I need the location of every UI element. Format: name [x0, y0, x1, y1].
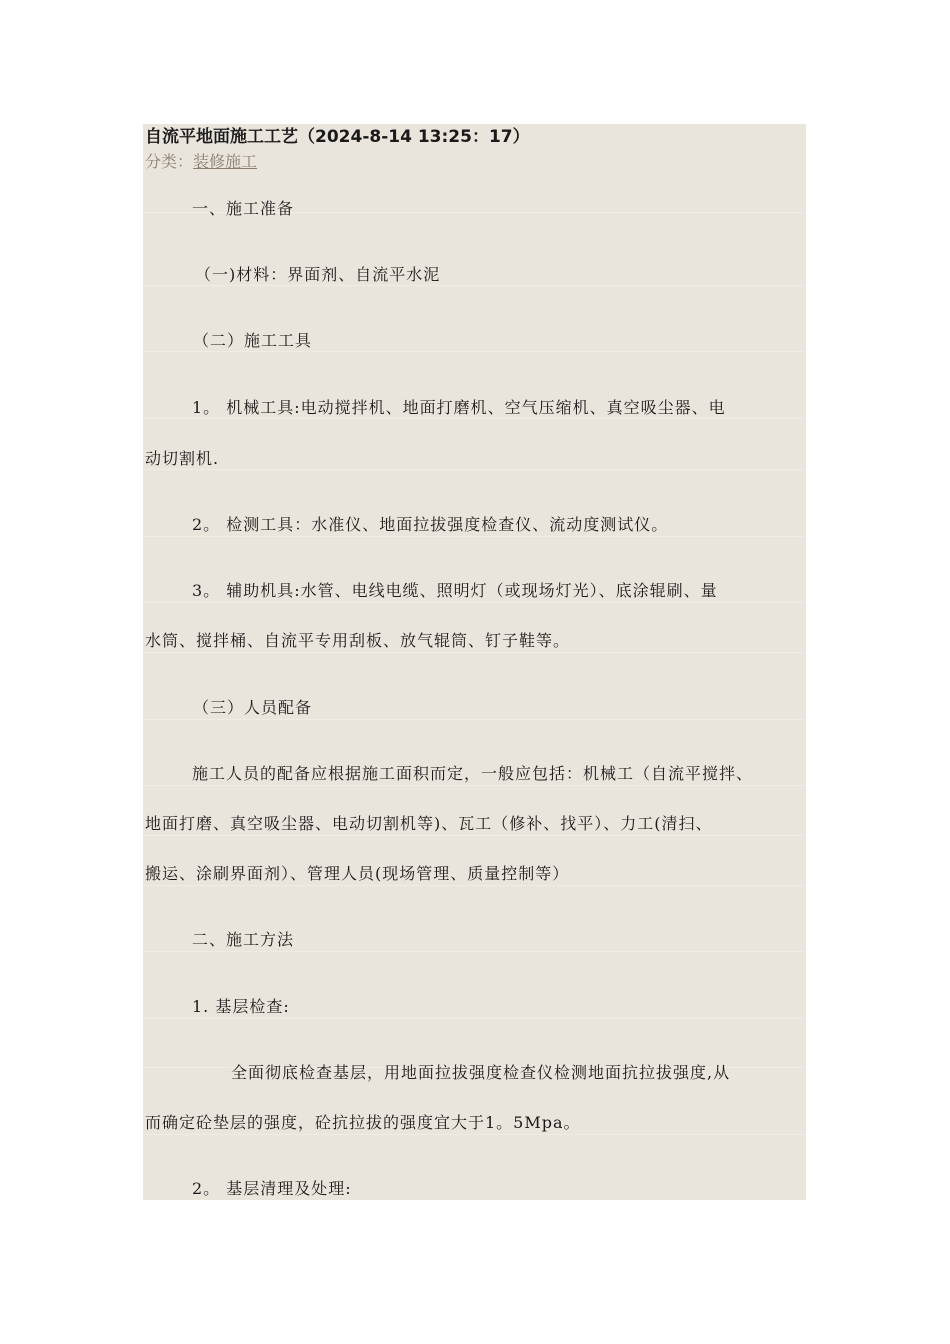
title-timestamp: （2024-8-14 13:25：17） — [298, 127, 530, 147]
paragraph-line: 全面彻底检查基层，用地面拉拔强度检查仪检测地面抗拉拔强度,从 — [231, 1063, 731, 1082]
subsection-heading: （二）施工工具 — [193, 331, 313, 350]
subsection-heading: 1. 基层检查: — [192, 997, 290, 1016]
section-heading: 二、施工方法 — [192, 930, 295, 949]
row-divider — [143, 429, 806, 470]
paragraph-line: 动切割机. — [145, 449, 220, 468]
article-panel — [143, 124, 806, 1200]
paragraph-line: 1。 机械工具:电动搅拌机、地面打磨机、空气压缩机、真空吸尘器、电 — [192, 398, 726, 417]
section-heading: 一、施工准备 — [192, 199, 295, 218]
paragraph-line: 水筒、搅拌桶、自流平专用刮板、放气辊筒、钉子鞋等。 — [145, 631, 571, 650]
article-title — [145, 126, 530, 148]
subsection-heading: （三）人员配备 — [193, 698, 313, 717]
paragraph-line: 3。 辅助机具:水管、电线电缆、照明灯（或现场灯光）、底涂辊刷、量 — [192, 581, 718, 600]
category-line — [145, 151, 257, 173]
paragraph-line: 2。 检测工具：水准仪、地面拉拔强度检查仪、流动度测试仪。 — [192, 515, 669, 534]
category-link[interactable]: 装修施工 — [193, 152, 258, 171]
paragraph-line: 地面打磨、真空吸尘器、电动切割机等)、瓦工（修补、找平）、力工(清扫、 — [145, 814, 713, 833]
paragraph-line: 而确定砼垫层的强度，砼抗拉拔的强度宜大于1。5Mpa。 — [145, 1113, 581, 1132]
category-label: 分类： — [145, 152, 194, 171]
title-text: 自流平地面施工工艺 — [145, 127, 298, 147]
paragraph-line: 搬运、涂刷界面剂）、管理人员(现场管理、质量控制等） — [145, 864, 570, 883]
row-divider — [143, 1027, 806, 1068]
paragraph-line: 施工人员的配备应根据施工面积而定，一般应包括：机械工（自流平搅拌、 — [192, 764, 754, 783]
paragraph-line: （一)材料：界面剂、自流平水泥 — [195, 265, 441, 284]
subsection-heading: 2。 基层清理及处理: — [192, 1179, 352, 1198]
